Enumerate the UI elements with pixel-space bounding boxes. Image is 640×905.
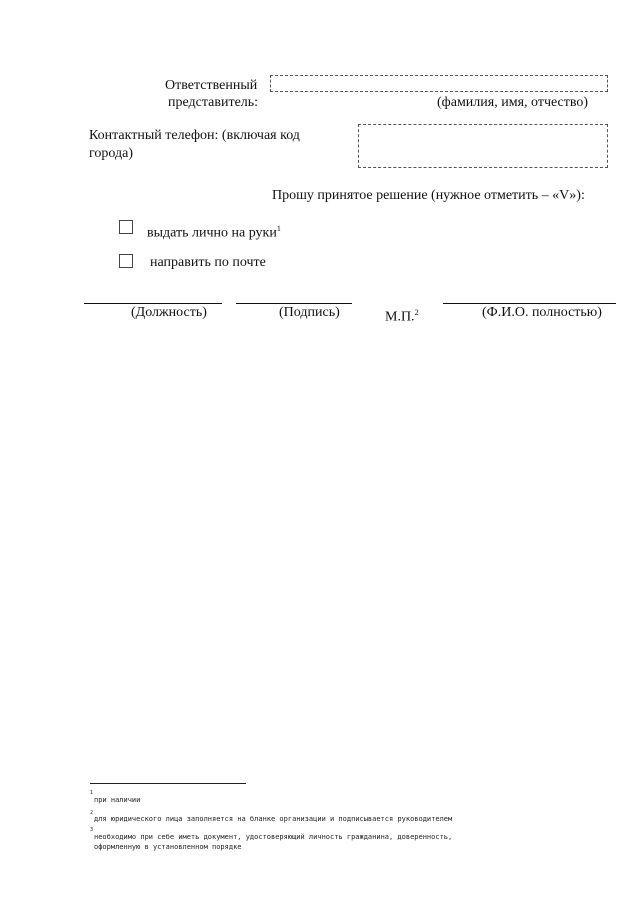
footnote-3-number: 3 [90, 827, 94, 833]
representative-hint: (фамилия, имя, отчество) [437, 95, 589, 110]
option-by-mail-label: направить по почте [150, 255, 266, 270]
option-in-person-checkbox[interactable] [119, 220, 133, 234]
representative-name-field[interactable] [270, 75, 608, 92]
footnote-3-text-line2: оформленную в установленном порядке [94, 843, 242, 851]
stamp-footnote-ref: 2 [414, 308, 419, 317]
option-by-mail-checkbox[interactable] [119, 254, 133, 268]
option-in-person-label: выдать лично на руки [147, 225, 277, 241]
representative-label: Ответственный [165, 78, 258, 93]
stamp-caption [385, 304, 419, 326]
phone-label-line2: города) [89, 146, 133, 161]
footnote-2-text: для юридического лица заполняется на бланке организации и подписывается руководителем [94, 815, 453, 823]
phone-field[interactable] [358, 124, 608, 168]
stamp-label: М.П. [385, 309, 415, 325]
option-in-person [147, 220, 281, 242]
signature-caption: (Подпись) [279, 305, 340, 320]
phone-label: Контактный телефон: (включая код [89, 128, 300, 143]
full-name-caption: (Ф.И.О. полностью) [482, 305, 602, 320]
footnote-separator [90, 783, 246, 784]
footnote-1-text: при наличии [94, 796, 141, 804]
representative-label-line2: представитель: [168, 95, 259, 110]
decision-prompt: Прошу принятое решение (нужное отметить – «V»): [272, 188, 585, 203]
footnote-3-text: необходимо при себе иметь документ, удостоверяющий личность гражданина, доверенность, [94, 833, 453, 841]
footnote-2-number: 2 [90, 810, 94, 816]
footnote-1-number: 1 [90, 790, 94, 796]
position-caption: (Должность) [131, 305, 207, 320]
option-in-person-footnote-ref: 1 [276, 224, 281, 233]
